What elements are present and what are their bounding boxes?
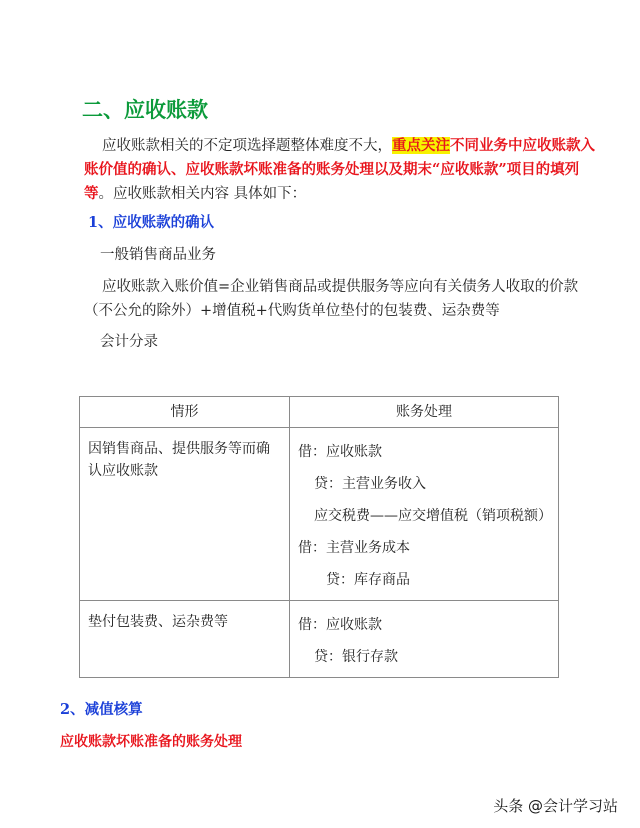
situation-cell: 因销售商品、提供服务等而确认应收账款 [80, 428, 290, 601]
entry-line: 应交税费——应交增值税（销项税额） [314, 508, 552, 524]
entry-line: 借：应收账款 [298, 617, 382, 633]
treatment-cell [290, 428, 559, 601]
header-situation: 情形 [80, 397, 290, 428]
section-heading: 二、应收账款 [82, 98, 208, 122]
subsection-title-impairment: 2、减值核算 [60, 701, 143, 718]
intro-emphasis: 不同业务中应收账款入账价值的确认、应收账款坏账准备的账务处理以及期末“应收账款”项目的填列等 [84, 137, 595, 202]
entry-line: 贷：主营业务收入 [314, 476, 426, 492]
intro-text-end: 。应收账款相关内容 具体如下： [98, 186, 307, 202]
situation-cell: 垫付包装费、运杂费等 [80, 601, 290, 678]
entry-line: 借：主营业务成本 [298, 540, 410, 556]
entry-line: 贷：库存商品 [326, 572, 410, 588]
table-row [80, 601, 559, 678]
treatment-cell [290, 601, 559, 678]
accounting-table [79, 396, 559, 678]
table-header-row [80, 397, 559, 428]
intro-paragraph [84, 134, 596, 206]
formula-text: 应收账款入账价值=企业销售商品或提供服务等应向有关债务人收取的价款（不公允的除外）+增值税+代购货单位垫付的包装费、运杂费等 [84, 279, 579, 319]
subsection-title-recognition: 1、应收账款的确认 [88, 214, 215, 231]
intro-text: 应收账款相关的不定项选择题整体难度不大， [102, 138, 392, 154]
entries-label: 会计分录 [100, 334, 158, 350]
header-treatment: 账务处理 [290, 397, 559, 428]
watermark: 头条 @会计学习站 [493, 797, 618, 815]
entry-line: 贷：银行存款 [314, 649, 398, 665]
highlight-key-focus: 重点关注 [392, 137, 450, 154]
entry-line: 借：应收账款 [298, 444, 382, 460]
formula-paragraph [84, 275, 596, 323]
subsection-subtitle-bad-debt: 应收账款坏账准备的账务处理 [60, 734, 242, 750]
subtitle-general-sales: 一般销售商品业务 [100, 247, 216, 263]
table-row [80, 428, 559, 601]
